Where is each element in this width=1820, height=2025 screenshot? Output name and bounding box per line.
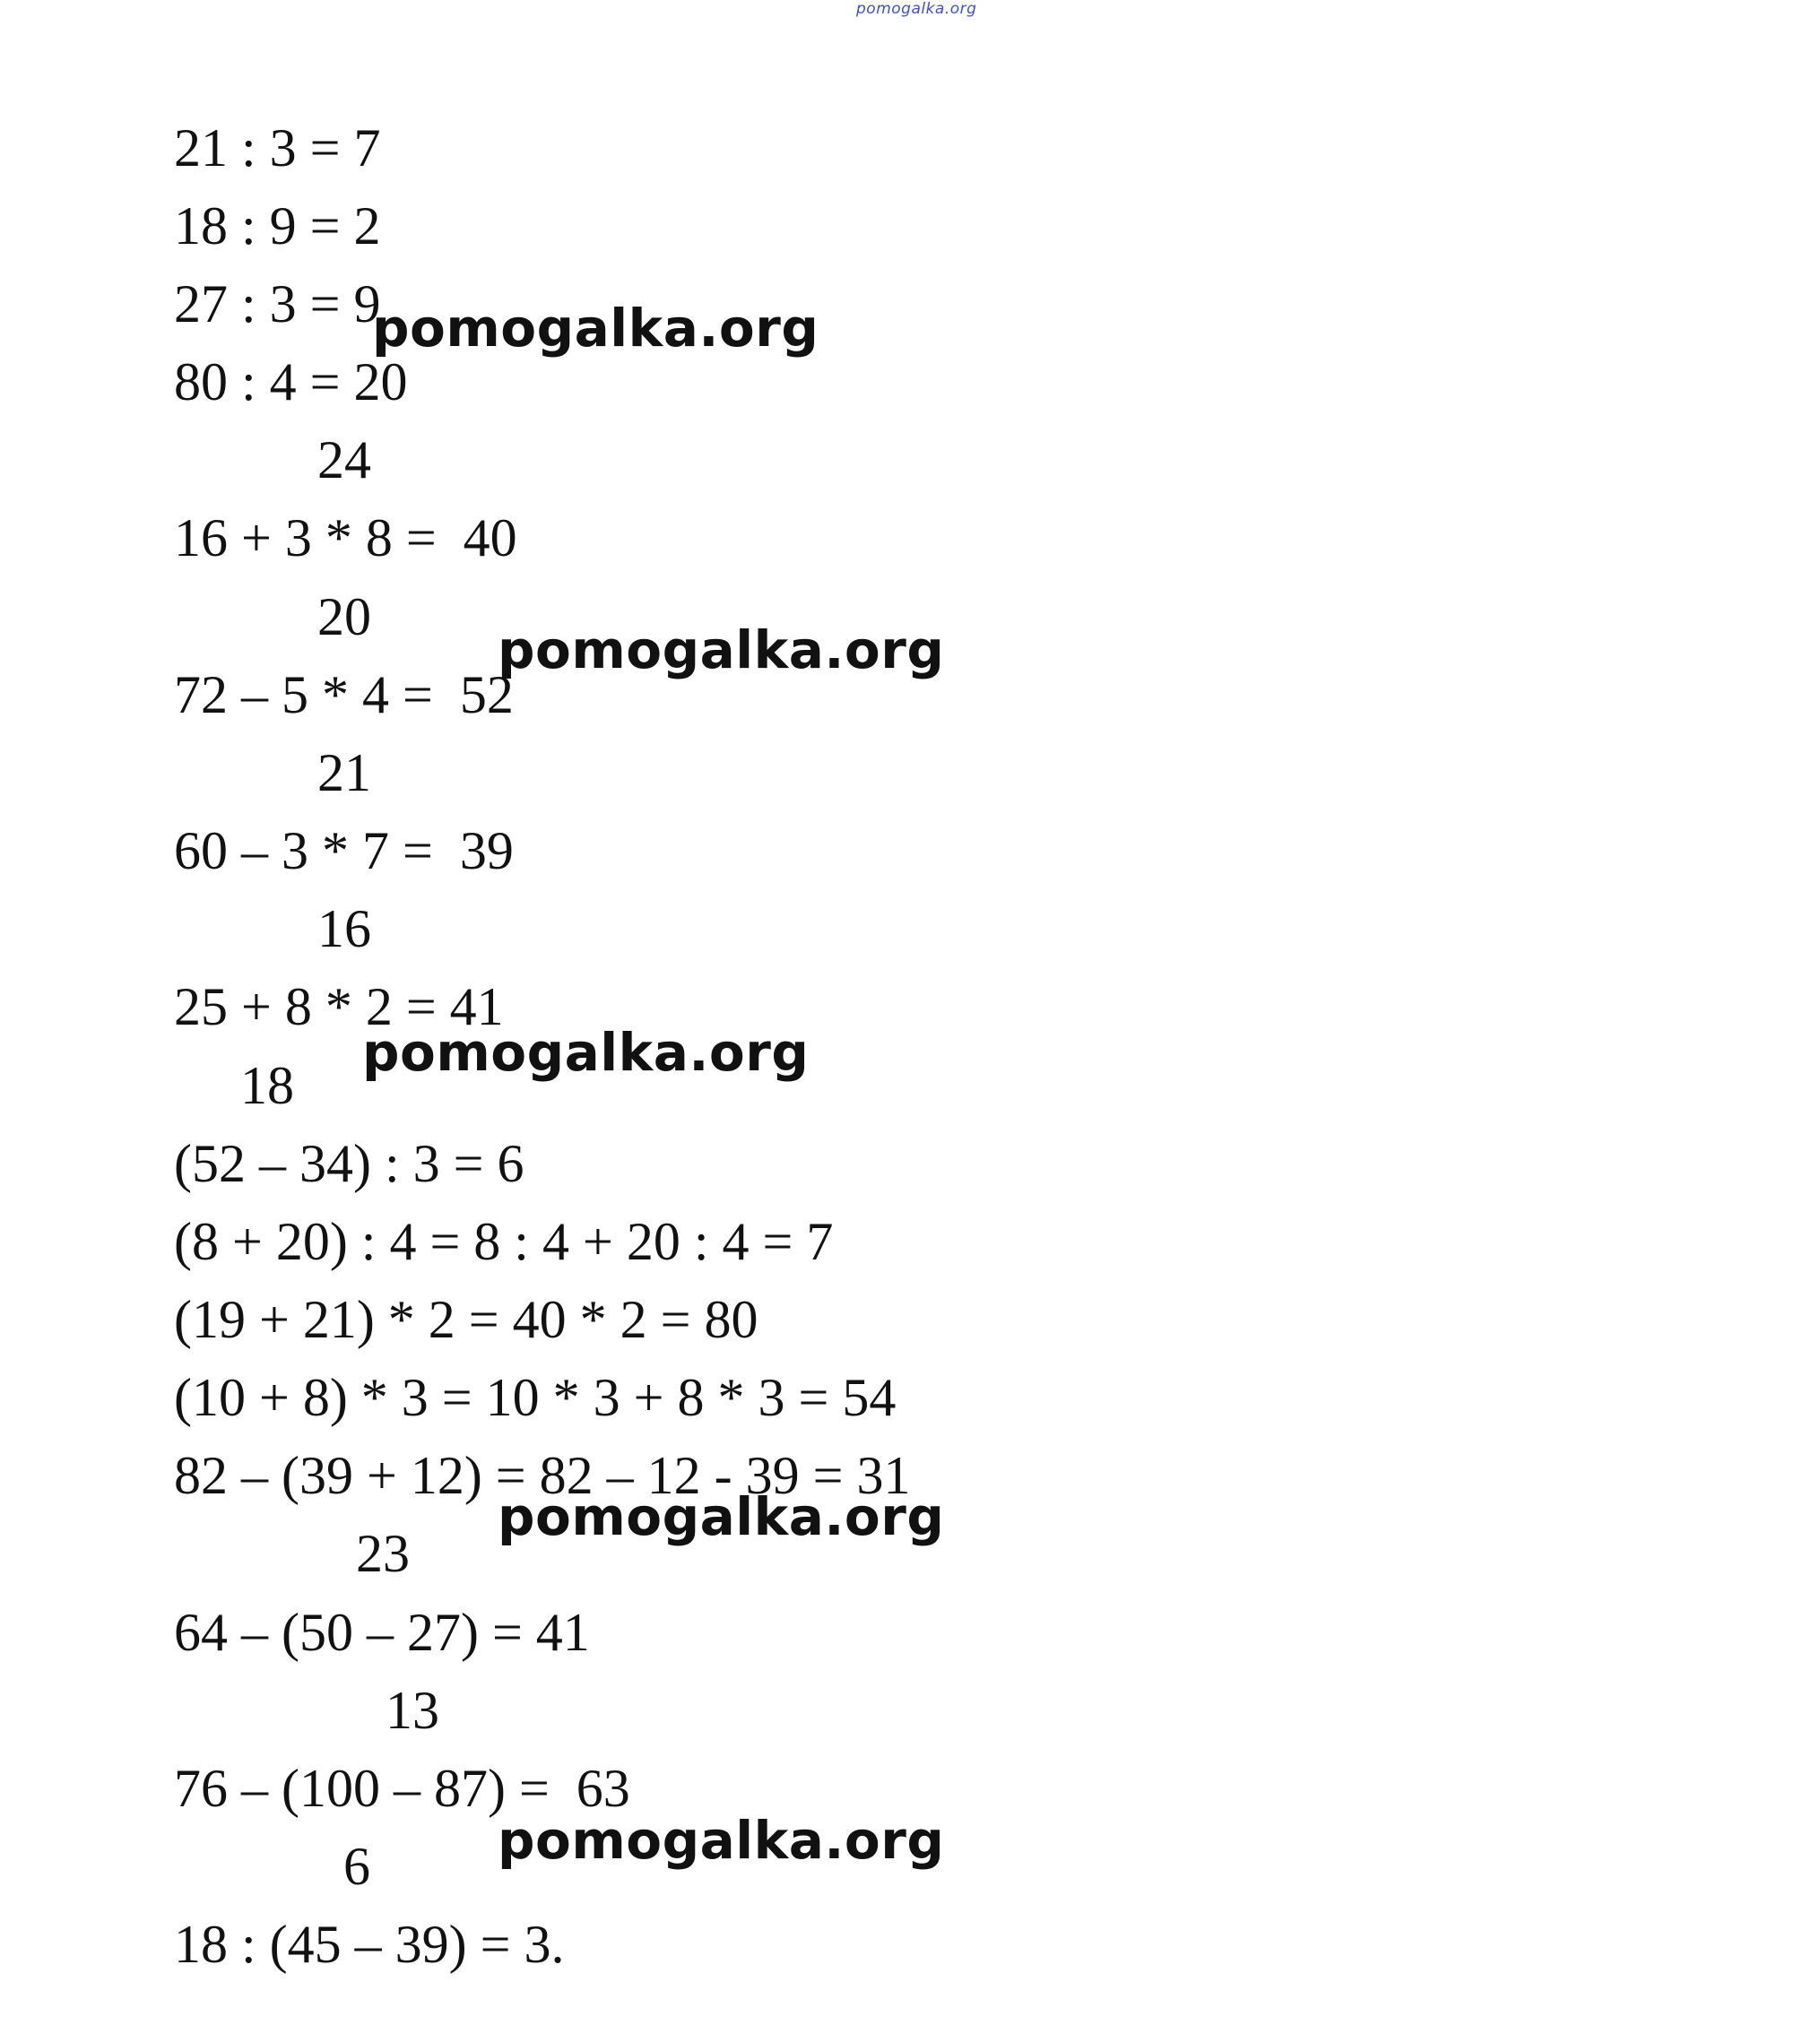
intermediate-result: 6 xyxy=(343,1837,370,1896)
site-watermark: pomogalka.org xyxy=(372,298,819,359)
equation-line: 27 : 3 = 9 xyxy=(174,274,381,333)
equation-line: 60 – 3 * 7 = 39 xyxy=(174,821,514,880)
site-watermark: pomogalka.org xyxy=(362,1022,810,1083)
intermediate-result: 23 xyxy=(356,1524,410,1583)
equation-line: (8 + 20) : 4 = 8 : 4 + 20 : 4 = 7 xyxy=(174,1212,834,1271)
intermediate-result: 24 xyxy=(317,430,371,489)
equation-line: 72 – 5 * 4 = 52 xyxy=(174,665,514,724)
intermediate-result: 13 xyxy=(386,1681,439,1740)
intermediate-result: 16 xyxy=(317,899,371,958)
equation-line: 80 : 4 = 20 xyxy=(174,352,408,411)
intermediate-result: 18 xyxy=(240,1056,294,1115)
intermediate-result: 20 xyxy=(317,587,371,646)
site-watermark: pomogalka.org xyxy=(498,1810,945,1871)
equation-line: 76 – (100 – 87) = 63 xyxy=(174,1759,630,1818)
site-watermark: pomogalka.org xyxy=(498,619,945,680)
equation-line: 21 : 3 = 7 xyxy=(174,118,381,177)
intermediate-result: 21 xyxy=(317,743,371,802)
equation-line: 16 + 3 * 8 = 40 xyxy=(174,508,517,567)
equation-line: 25 + 8 * 2 = 41 xyxy=(174,977,504,1036)
header-watermark-link[interactable]: pomogalka.org xyxy=(856,0,977,18)
site-watermark: pomogalka.org xyxy=(498,1486,945,1547)
equation-line: (19 + 21) * 2 = 40 * 2 = 80 xyxy=(174,1290,758,1349)
equation-line: 18 : 9 = 2 xyxy=(174,196,381,255)
equation-line: 18 : (45 – 39) = 3. xyxy=(174,1915,565,1974)
equation-line: (52 – 34) : 3 = 6 xyxy=(174,1134,524,1193)
equation-line: 64 – (50 – 27) = 41 xyxy=(174,1603,590,1662)
equation-line: 82 – (39 + 12) = 82 – 12 - 39 = 31 xyxy=(174,1446,911,1505)
equation-line: (10 + 8) * 3 = 10 * 3 + 8 * 3 = 54 xyxy=(174,1368,897,1427)
